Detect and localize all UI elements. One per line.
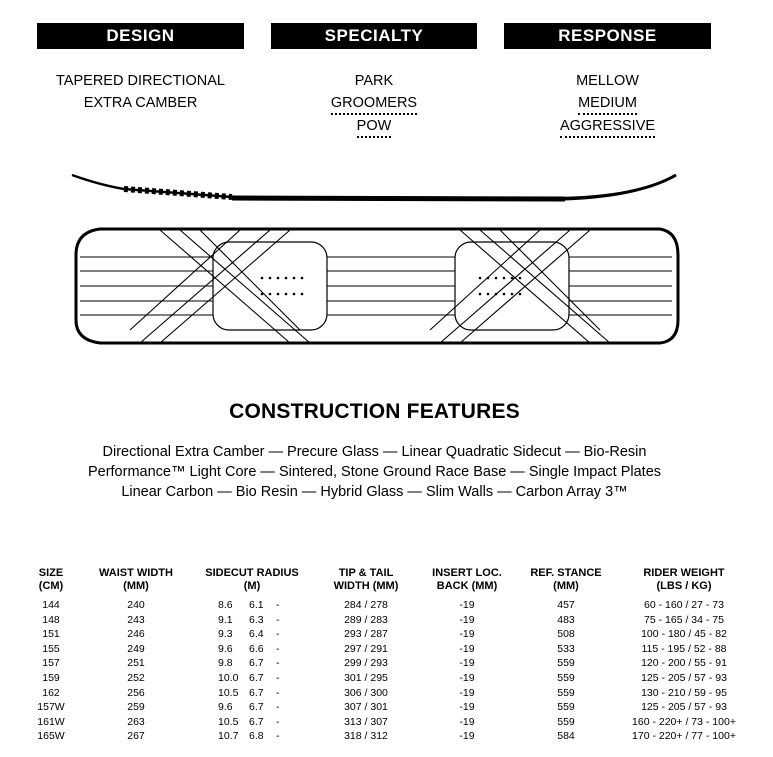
size-cell: 151 [42, 628, 60, 641]
column-header-line: (LBS / KG) [656, 580, 712, 592]
waist-cell: 249 [127, 642, 145, 655]
board-profile [72, 175, 676, 199]
size-cell: 161W [37, 715, 65, 728]
feature-line: Directional Extra Camber — Precure Glass — Linear Quadratic Sidecut — Bio-Resin [102, 444, 647, 460]
sidecut-value: 9.3 [218, 628, 233, 641]
weight-cell: 75 - 165 / 34 - 75 [644, 613, 724, 626]
spec-table [22, 567, 750, 744]
column-header-line: (M) [243, 580, 261, 592]
table-row [22, 729, 750, 744]
sidecut-value: 6.7 [249, 657, 264, 670]
spec-table-body [22, 598, 750, 744]
column-header-line: TIP & TAIL [338, 567, 394, 579]
design-header: DESIGN [37, 23, 244, 49]
response-item: MEDIUM [578, 94, 637, 115]
sidecut-value: - [276, 628, 280, 641]
stance-cell: 559 [557, 701, 575, 714]
response-item: MELLOW [576, 73, 639, 89]
design-item: EXTRA CAMBER [83, 95, 198, 111]
sidecut-value: - [276, 599, 280, 611]
sidecut-value: 6.4 [249, 628, 264, 641]
sidecut-value: 6.7 [249, 686, 264, 699]
sidecut-value: 10.0 [218, 671, 239, 684]
weight-cell: 100 - 180 / 45 - 82 [641, 628, 727, 641]
sidecut-value: - [276, 642, 280, 655]
waist-cell: 259 [127, 701, 145, 714]
stance-cell: 483 [557, 613, 575, 626]
size-cell: 165W [37, 730, 65, 743]
construction-features [0, 442, 749, 502]
weight-cell: 170 - 220+ / 77 - 100+ [632, 730, 736, 743]
weight-cell: 130 - 210 / 59 - 95 [641, 686, 727, 699]
waist-cell: 251 [127, 657, 145, 670]
tip-tail-cell: 318 / 312 [344, 730, 388, 743]
sidecut-value: 6.8 [249, 730, 264, 743]
stance-cell: 559 [557, 686, 575, 699]
stance-cell: 559 [557, 657, 575, 670]
table-row [22, 598, 750, 613]
stance-cell: 559 [557, 671, 575, 684]
sidecut-value: - [276, 671, 280, 684]
insert-cell: -19 [459, 628, 475, 641]
sidecut-value: 9.8 [218, 657, 233, 670]
sidecut-cell [192, 656, 312, 671]
waist-cell: 267 [127, 730, 145, 743]
sidecut-value: 10.7 [218, 730, 239, 743]
waist-cell: 240 [127, 599, 145, 611]
specialty-header: SPECIALTY [271, 23, 477, 49]
column-header-line: (MM) [123, 580, 149, 592]
specialty-list [271, 70, 477, 138]
column-header [514, 567, 618, 598]
sidecut-cell [192, 598, 312, 613]
sidecut-cell [192, 729, 312, 744]
sidecut-value: - [276, 686, 280, 699]
specialty-item: PARK [354, 73, 394, 89]
sidecut-cell [192, 627, 312, 642]
design-item: TAPERED DIRECTIONAL [56, 73, 225, 89]
size-cell: 148 [42, 613, 60, 626]
column-header [192, 567, 312, 598]
sidecut-value: - [276, 715, 280, 728]
table-row [22, 715, 750, 730]
weight-cell: 120 - 200 / 55 - 91 [641, 657, 727, 670]
table-row [22, 642, 750, 657]
tip-tail-cell: 307 / 301 [344, 701, 388, 714]
tip-tail-cell: 293 / 287 [344, 628, 388, 641]
insert-cell: -19 [459, 715, 475, 728]
column-header-line: WAIST WIDTH [99, 567, 173, 579]
weight-cell: 125 - 205 / 57 - 93 [641, 671, 727, 684]
specialty-item: POW [357, 117, 392, 138]
tip-tail-cell: 284 / 278 [344, 599, 388, 611]
sidecut-cell [192, 715, 312, 730]
table-row [22, 686, 750, 701]
weight-cell: 125 - 205 / 57 - 93 [641, 701, 727, 714]
response-header: RESPONSE [504, 23, 711, 49]
insert-cell: -19 [459, 642, 475, 655]
insert-cell: -19 [459, 657, 475, 670]
sidecut-value: 9.6 [218, 701, 233, 714]
sidecut-value: 10.5 [218, 686, 239, 699]
waist-cell: 256 [127, 686, 145, 699]
size-cell: 144 [42, 599, 60, 611]
insert-cell: -19 [459, 671, 475, 684]
response-list [504, 70, 711, 138]
table-row [22, 700, 750, 715]
weight-cell: 115 - 195 / 52 - 88 [641, 642, 727, 655]
column-header-line: SIZE [38, 567, 64, 579]
tip-tail-cell: 313 / 307 [344, 715, 388, 728]
table-row [22, 613, 750, 628]
stance-cell: 584 [557, 730, 575, 743]
column-header [420, 567, 514, 598]
sidecut-value: 9.1 [218, 613, 233, 626]
waist-cell: 246 [127, 628, 145, 641]
column-header [618, 567, 750, 598]
table-row [22, 656, 750, 671]
sidecut-value: 6.7 [249, 715, 264, 728]
sidecut-cell [192, 671, 312, 686]
size-cell: 157W [37, 701, 65, 714]
stance-cell: 559 [557, 715, 575, 728]
column-header-line: RIDER WEIGHT [643, 567, 725, 579]
sidecut-cell [192, 613, 312, 628]
size-cell: 157 [42, 657, 60, 670]
tip-tail-cell: 297 / 291 [344, 642, 388, 655]
size-cell: 162 [42, 686, 60, 699]
design-list [37, 70, 244, 114]
spec-table-header [22, 567, 750, 598]
insert-cell: -19 [459, 599, 475, 611]
feature-line: Linear Carbon — Bio Resin — Hybrid Glass — Slim Walls — Carbon Array 3™ [121, 484, 628, 500]
column-header-line: (MM) [553, 580, 579, 592]
size-cell: 155 [42, 642, 60, 655]
sidecut-cell [192, 700, 312, 715]
sidecut-value: 6.7 [249, 671, 264, 684]
sidecut-value: 10.5 [218, 715, 239, 728]
stance-cell: 457 [557, 599, 575, 611]
size-cell: 159 [42, 671, 60, 684]
column-header-line: SIDECUT RADIUS [205, 567, 299, 579]
column-header-line: BACK (MM) [436, 580, 498, 592]
insert-cell: -19 [459, 730, 475, 743]
sidecut-value: - [276, 730, 280, 743]
column-header [80, 567, 192, 598]
tip-tail-cell: 289 / 283 [344, 613, 388, 626]
sidecut-cell [192, 686, 312, 701]
response-item: AGGRESSIVE [560, 117, 655, 138]
board-topsheet [76, 229, 678, 343]
insert-cell: -19 [459, 613, 475, 626]
sidecut-value: 9.6 [218, 642, 233, 655]
sidecut-value: - [276, 613, 280, 626]
tip-tail-cell: 306 / 300 [344, 686, 388, 699]
sidecut-value: - [276, 657, 280, 670]
stance-cell: 508 [557, 628, 575, 641]
insert-cell: -19 [459, 686, 475, 699]
sidecut-value: 8.6 [218, 599, 233, 611]
table-row [22, 671, 750, 686]
sidecut-value: - [276, 701, 280, 714]
column-header [22, 567, 80, 598]
column-header-line: INSERT LOC. [432, 567, 502, 579]
snowboard-illustration [0, 160, 773, 360]
table-row [22, 627, 750, 642]
column-header-line: (CM) [38, 580, 64, 592]
weight-cell: 60 - 160 / 27 - 73 [644, 599, 724, 611]
tip-tail-cell: 299 / 293 [344, 657, 388, 670]
feature-line: Performance™ Light Core — Sintered, Stone Ground Race Base — Single Impact Plates [87, 464, 662, 480]
construction-title: CONSTRUCTION FEATURES [229, 400, 520, 423]
sidecut-value: 6.6 [249, 642, 264, 655]
sidecut-value: 6.1 [249, 599, 264, 611]
column-header [312, 567, 420, 598]
insert-cell: -19 [459, 701, 475, 714]
sidecut-cell [192, 642, 312, 657]
sidecut-value: 6.7 [249, 701, 264, 714]
tip-tail-cell: 301 / 295 [344, 671, 388, 684]
waist-cell: 243 [127, 613, 145, 626]
waist-cell: 263 [127, 715, 145, 728]
column-header-line: REF. STANCE [530, 567, 602, 579]
specialty-item: GROOMERS [331, 94, 417, 115]
stance-cell: 533 [557, 642, 575, 655]
column-header-line: WIDTH (MM) [333, 580, 399, 592]
sidecut-value: 6.3 [249, 613, 264, 626]
weight-cell: 160 - 220+ / 73 - 100+ [632, 715, 736, 728]
waist-cell: 252 [127, 671, 145, 684]
